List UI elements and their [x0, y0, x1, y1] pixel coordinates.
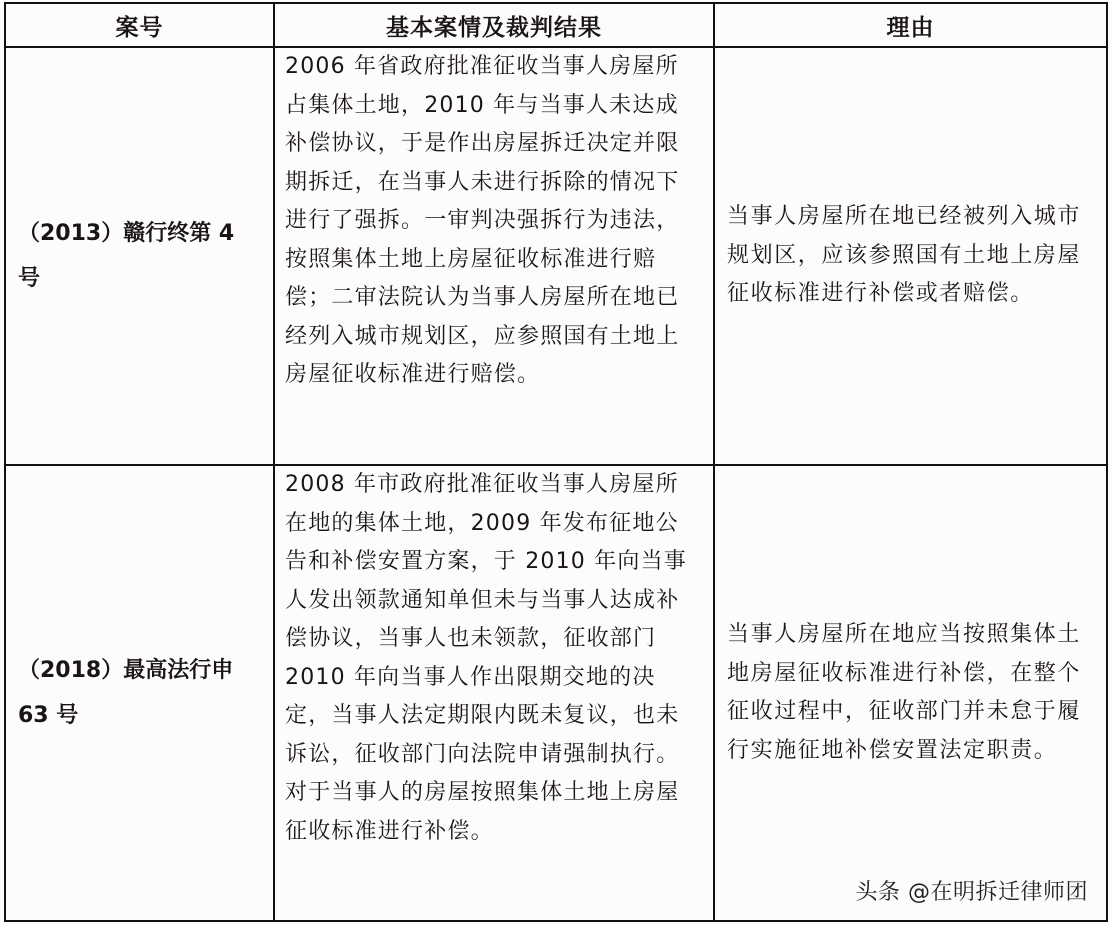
- table-row-2-facts: 2008 年市政府批准征收当事人房屋所在地的集体土地，2009 年发布征地公告和补偿安置方案，于 2010 年向当事人发出领款通知单但未与当事人达成补偿协议，当事人也未领款，征收部门 2010 年向当事人作出限期交地的决定，当事人法定期限内既未复议，也未诉讼，征收部门向法院申请强制执行。对于当事人的房屋按照集体土地上房屋征收标准进行补偿。: [285, 472, 687, 844]
- case-comparison-table: [4, 2, 1108, 922]
- table-row-1-case-number: [6, 48, 273, 464]
- reason-text: 当事人房屋所在地已经被列入城市规划区，应该参照国有土地上房屋征收标准进行补偿或者赔偿。: [727, 204, 1082, 307]
- reason-text: 当事人房屋所在地应当按照集体土地房屋征收标准进行补偿，在整个征收过程中，征收部门并未怠于履行实施征地补偿安置法定职责。: [727, 622, 1082, 763]
- table-row-1-reason: [715, 48, 1106, 464]
- header-facts-ruling: 基本案情及裁判结果: [386, 14, 602, 41]
- watermark: 头条 @在明拆迁律师团: [855, 880, 1088, 905]
- header-case-number: 案号: [115, 14, 164, 41]
- case-number-text: （2018）最高法行申 63 号: [18, 658, 234, 728]
- table-row-2-case-number: [6, 466, 273, 920]
- case-number-text: （2013）赣行终第 4 号: [18, 221, 235, 291]
- table-row-1-facts: 2006 年省政府批准征收当事人房屋所占集体土地，2010 年与当事人未达成补偿协议，于是作出房屋拆迁决定并限期拆迁，在当事人未进行拆除的情况下进行了强拆。一审判决强拆行为违法，按照集体土地上房屋征收标准进行赔偿；二审法院认为当事人房屋所在地已经列入城市规划区，应参照国有土地上房屋征收标准进行赔偿。: [285, 54, 680, 387]
- header-reason: 理由: [886, 14, 935, 41]
- table-row-2-reason: [715, 466, 1106, 920]
